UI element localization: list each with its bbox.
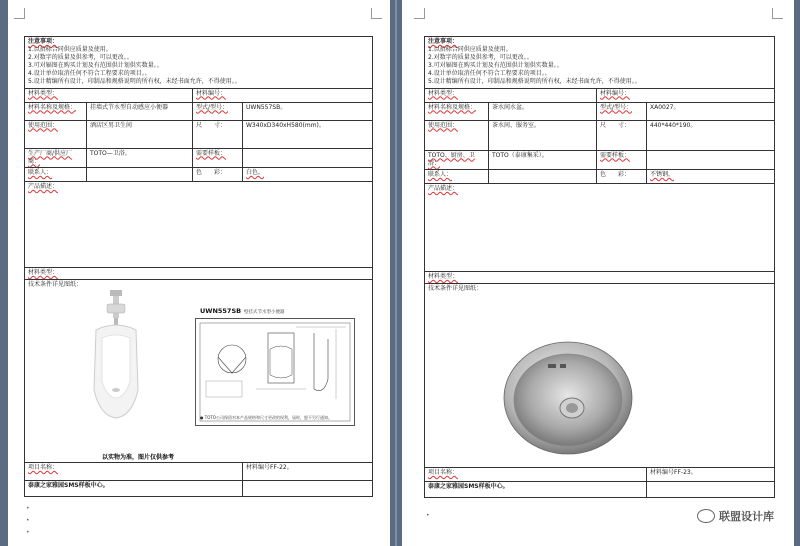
- scope-label: 使用范围：: [28, 121, 59, 129]
- name-label: 材料名称及规格：: [428, 103, 477, 111]
- contact-label: 联系人：: [428, 170, 453, 178]
- document-page-right: [402, 0, 794, 546]
- model-value: XA0027。: [650, 103, 680, 111]
- color-label: 色 彩：: [600, 170, 631, 178]
- model-value: UWN557SB。: [246, 103, 287, 111]
- drawing-subtitle: 壁挂式节水型小便器: [244, 310, 285, 315]
- vendor-value: TOTO（泰康集采）。: [492, 151, 548, 159]
- notes-cell: [25, 37, 373, 89]
- scope-value: 茶水间、服务室。: [492, 121, 541, 129]
- notes-title: 注意事项：: [28, 38, 59, 45]
- company-name: 泰康之家雅园SMS样板中心。: [428, 482, 509, 490]
- paragraph-mark: •: [26, 505, 30, 512]
- sink-image: [502, 340, 634, 456]
- name-label: 材料名称及规格：: [28, 103, 77, 111]
- crop-mark: [14, 8, 25, 19]
- item-no-label: 材料编号：: [600, 89, 631, 97]
- material-type-label: 材料类型：: [428, 89, 459, 97]
- watermark-text: 联盟设计库: [719, 510, 774, 523]
- note-line: 4.设计单位取消任何不符合工程要求的项目。。: [28, 70, 151, 78]
- size-value: 440*440*190。: [650, 121, 697, 129]
- drawing-note: ● TOTO公司保留对本产品规格和尺寸更改的权利，届时，恕不另行通知。: [200, 415, 332, 420]
- item-no-label: 材料编号：: [196, 89, 227, 97]
- image-label: 技术条件详见图纸：: [28, 280, 83, 288]
- note-line: 2.对数字的质量及供参考，可以更改。。: [428, 54, 533, 62]
- vendor-label: 生产厂商/供应厂商：: [28, 149, 73, 165]
- model-label: 型式/型号：: [600, 103, 633, 111]
- project-label: 项目名称：: [28, 463, 59, 471]
- color-value: 白色。: [246, 168, 265, 176]
- crop-mark: [772, 8, 783, 19]
- sheet-label: 材料编号FF-22。: [246, 463, 293, 471]
- note-line: 1.以招标合同供应质量及使用。: [428, 46, 512, 54]
- watermark: [697, 508, 774, 524]
- size-label: 尺 寸：: [196, 121, 227, 129]
- sample-label: 需要样板：: [600, 151, 631, 159]
- notes-cell: [425, 37, 775, 89]
- image-caption: 以实物为准，图片仅供参考: [101, 454, 174, 461]
- name-value: 茶水间水盆。: [492, 103, 529, 111]
- urinal-image: [88, 290, 144, 420]
- name-value: 挂墙式节水型自动感应小便器: [90, 103, 169, 111]
- crop-mark: [414, 8, 425, 19]
- company-name: 泰康之家雅园SMS样板中心。: [28, 481, 109, 489]
- image-label: 技术条件详见图纸：: [428, 284, 483, 292]
- size-label: 尺 寸：: [600, 121, 631, 129]
- description-label: 产品描述：: [28, 182, 59, 190]
- vendor-label: TOTO、厨房、卫浴：: [428, 151, 475, 167]
- note-line: 5.设计精编所有设计，印制品和规格说明的所有权，未经书面允许，不得使用。。: [428, 78, 641, 86]
- technical-drawing: [195, 307, 355, 426]
- scope-value: 酒店区男卫生间: [90, 121, 133, 129]
- note-line: 1.以招标合同供应质量及使用。: [28, 46, 112, 54]
- note-line: 3.可对辐图在购买计划及有范围供计划供实数量。。: [428, 62, 563, 70]
- color-value: 不锈钢。: [650, 170, 675, 178]
- document-page-left: [8, 0, 390, 546]
- remarks-label: 材料类型：: [28, 268, 59, 276]
- note-line: 2.对数字的质量及供参考，可以更改。。: [28, 54, 133, 62]
- sheet-label: 材料编号FF-23。: [650, 468, 697, 476]
- paragraph-mark: •: [26, 517, 30, 524]
- contact-label: 联系人：: [28, 168, 53, 176]
- spec-form: [24, 36, 373, 497]
- notes-title: 注意事项：: [428, 38, 459, 45]
- drawing-title: UWN557SB: [200, 307, 242, 315]
- color-label: 色 彩：: [196, 168, 227, 176]
- note-line: 3.可对辐图在购买计划及有范围供计划供实数量。。: [28, 62, 163, 70]
- page-gap: [390, 0, 402, 546]
- scope-label: 使用范围：: [428, 121, 459, 129]
- paragraph-mark: •: [426, 512, 430, 519]
- vendor-value: TOTO—卫浴。: [90, 149, 131, 157]
- note-line: 4.设计单位取消任何不符合工程要求的项目。。: [428, 70, 551, 78]
- paragraph-mark: •: [26, 529, 30, 536]
- material-type-label: 材料类型：: [28, 89, 59, 97]
- size-value: W340xD340xH580(mm)。: [246, 121, 325, 129]
- remarks-label: 材料类型：: [428, 272, 459, 280]
- crop-mark: [371, 8, 382, 19]
- description-label: 产品描述：: [428, 184, 459, 192]
- note-line: 5.设计精编所有设计，印制品和规格说明的所有权，未经书面允许，不得使用。。: [28, 78, 241, 86]
- project-label: 项目名称：: [428, 468, 459, 476]
- sample-label: 需要样板：: [196, 149, 227, 157]
- model-label: 型式/型号：: [196, 103, 229, 111]
- chat-bubble-icon: [697, 509, 715, 523]
